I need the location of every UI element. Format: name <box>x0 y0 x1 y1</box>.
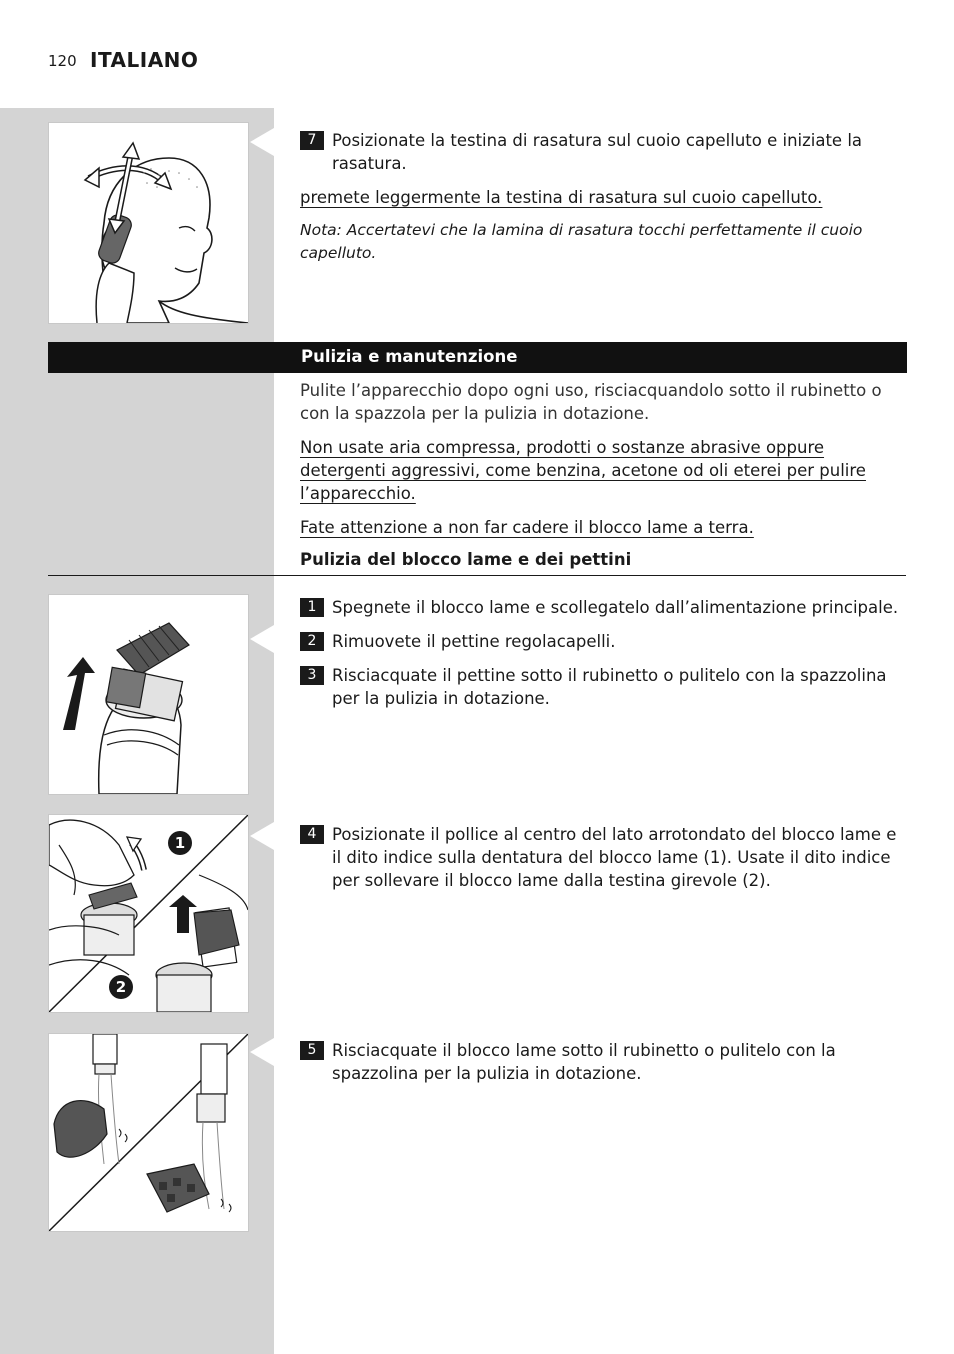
step-item <box>300 129 906 175</box>
step-number-badge: 7 <box>300 131 324 150</box>
figure-pointer <box>250 625 274 653</box>
warning-text: Fate attenzione a non far cadere il blocco lame a terra. <box>300 518 754 537</box>
step-text: Posizionate il pollice al centro del lato arrotondato del blocco lame e il dito indice sulla dentatura del blocco lame (1). Usate il dito indice per sollevare il blocco lame dalla testina girevole (2). <box>332 825 897 890</box>
step-7-block <box>300 129 906 265</box>
step-4-block <box>300 823 906 892</box>
step-text: Posizionate la testina di rasatura sul cuoio capelluto e iniziate la rasatura. <box>332 131 863 173</box>
step-item <box>300 630 906 653</box>
callout-1: 1 <box>174 834 186 852</box>
page-number: 120 <box>48 52 77 70</box>
callout-2: 2 <box>115 978 127 996</box>
step-5-block <box>300 1039 906 1085</box>
subheading: Pulizia del blocco lame e dei pettini <box>300 550 632 569</box>
section-title: Pulizia e manutenzione <box>301 347 518 366</box>
step-number-badge: 4 <box>300 825 324 844</box>
step-text: Rimuovete il pettine regolacapelli. <box>332 632 616 651</box>
step-number-badge: 5 <box>300 1041 324 1060</box>
step-item <box>300 823 906 892</box>
step-number-badge: 1 <box>300 598 324 617</box>
step-text: Risciacquate il blocco lame sotto il rubinetto o pulitelo con la spazzolina per la pulizia in dotazione. <box>332 1041 836 1083</box>
intro-text: Pulite l’apparecchio dopo ogni uso, risciacquandolo sotto il rubinetto o con la spazzola per la pulizia in dotazione. <box>300 381 882 423</box>
figure-pointer <box>250 128 274 156</box>
figure-head-shaving <box>48 122 249 324</box>
section-intro-block <box>300 379 906 539</box>
section-header-bar <box>48 342 907 373</box>
warning-text: Non usate aria compressa, prodotti o sostanze abrasive oppure detergenti aggressivi, come benzina, acetone od oli eterei per pulire l’apparecchio. <box>300 438 866 503</box>
figure-pointer <box>250 1038 274 1066</box>
warning-text: premete leggermente la testina di rasatura sul cuoio capelluto. <box>300 188 823 207</box>
figure-blade-removal <box>48 814 249 1013</box>
step-number-badge: 2 <box>300 632 324 651</box>
step-number-badge: 3 <box>300 666 324 685</box>
divider <box>48 575 906 576</box>
note-text: Nota: Accertatevi che la lamina di rasatura tocchi perfettamente il cuoio capelluto. <box>300 221 863 262</box>
figure-rinsing <box>48 1033 249 1232</box>
figure-comb-removal <box>48 594 249 795</box>
steps-1-3-block <box>300 596 906 710</box>
step-text: Risciacquate il pettine sotto il rubinetto o pulitelo con la spazzolina per la pulizia in dotazione. <box>332 666 887 708</box>
figure-pointer <box>250 822 274 850</box>
step-item <box>300 596 906 619</box>
language-heading: ITALIANO <box>90 48 199 72</box>
step-item <box>300 1039 906 1085</box>
step-text: Spegnete il blocco lame e scollegatelo dall’alimentazione principale. <box>332 598 899 617</box>
step-item <box>300 664 906 710</box>
